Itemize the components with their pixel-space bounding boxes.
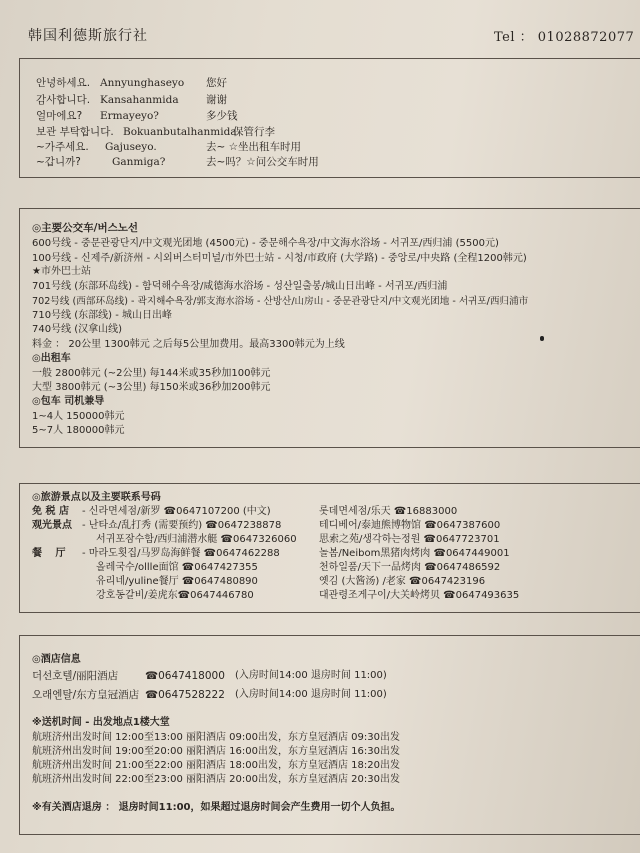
attraction-left: 강호동갈비/姜虎东☎0647446780: [96, 590, 254, 601]
attraction-left: 유리네/yuline餐厅 ☎0647480890: [96, 576, 258, 587]
hotel-name: 오래엔탈/东方皇冠酒店: [32, 689, 140, 701]
checkout-note: ※有关酒店退房 ： 退房时间11:00，如果超过退房时间会产生费用一切个人负担。: [32, 802, 401, 813]
phrase-roman: Ermayeyo?: [100, 110, 159, 122]
attraction-right: 思索之苑/생각하는정원 ☎0647723701: [319, 534, 500, 545]
ink-speck: [540, 336, 544, 341]
phrase-chinese: 去~吗？☆问公交车时用: [206, 156, 319, 168]
agency-tel: Tel ： 01028872077: [494, 30, 635, 45]
agency-name: 韩国利德斯旅行社: [28, 28, 148, 44]
transport-line: 600号线 - 중문관광단지/中文观光团地 (4500元) - 중문해수욕장/中文海水浴场 - 서귀포/西归浦 (5500元): [32, 238, 499, 249]
transport-line: 702号线 (西部环岛线) - 곽지해수욕장/郭支海水浴场 - 산방산/山房山 - 중문관광단지/中文观光团地 - 서귀포/西归浦市: [32, 296, 529, 307]
hotel-times: (入房时间14:00 退房时间 11:00): [235, 689, 387, 700]
attraction-right: 천하일품/天下一品烤肉 ☎0647486592: [319, 562, 501, 573]
transport-line: 5~7人 180000韩元: [32, 425, 125, 436]
shuttle-line: 航班济州出发时间 12:00至13:00 丽阳酒店 09:00出发，东方皇冠酒店 09:30出发: [32, 732, 400, 743]
phrase-korean: 감사합니다.: [36, 94, 91, 106]
attraction-category: 观光景点: [32, 520, 72, 531]
attraction-category: 免 税 店: [32, 506, 69, 517]
phrase-chinese: 您好: [206, 77, 227, 89]
phrase-roman: Kansahanmida: [100, 94, 179, 106]
transport-line: 740号线 (汉拿山线): [32, 324, 123, 335]
transport-line: ★市外巴士站: [32, 266, 91, 277]
phrase-korean: 얼마에요?: [36, 110, 83, 122]
attraction-right: 롯데면세점/乐天 ☎16883000: [319, 506, 458, 517]
phrase-chinese: 保管行李: [233, 126, 275, 138]
phrase-korean: 보관 부탁합니다.: [36, 126, 114, 138]
transport-line: 710号线 (东部线) - 城山日出峰: [32, 310, 173, 321]
transport-line: 一般 2800韩元 (~2公里) 每144米或35秒加100韩元: [32, 368, 271, 379]
attraction-right: 놀봄/Neibom黑猪肉烤肉 ☎0647449001: [319, 548, 510, 559]
hotel-phone: ☎0647418000: [145, 670, 225, 682]
hotel-name: 더선호텔/丽阳酒店: [32, 670, 119, 682]
attraction-right: 테디베어/泰迪熊博物馆 ☎0647387600: [319, 520, 501, 531]
attraction-right: 대관령조게구이/大关岭烤贝 ☎0647493635: [319, 590, 520, 601]
phrase-chinese: 去~ ☆坐出租车时用: [206, 141, 302, 153]
transport-title: ◎主要公交车/버스노선: [32, 222, 139, 234]
attraction-left: - 마라도횟집/马罗岛海鲜餐 ☎0647462288: [82, 548, 280, 559]
attraction-category: 餐 厅: [32, 548, 66, 559]
phrase-roman: Gajuseyo.: [105, 141, 157, 153]
attraction-left: - 난타쇼/乱打秀 (需要预约) ☎0647238878: [82, 520, 282, 531]
hotel-times: (入房时间14:00 退房时间 11:00): [235, 670, 387, 681]
hotel-phone: ☎0647528222: [145, 689, 225, 701]
shuttle-title: ※送机时间 - 出发地点1楼大堂: [32, 717, 170, 728]
phrase-korean: 안녕하세요.: [36, 77, 91, 89]
transport-line: 1~4人 150000韩元: [32, 411, 125, 422]
shuttle-line: 航班济州出发时间 19:00至20:00 丽阳酒店 16:00出发，东方皇冠酒店 16:30出发: [32, 746, 400, 757]
phrase-korean: ~가주세요.: [36, 141, 89, 153]
attraction-left: 올레국수/ollle面馆 ☎0647427355: [96, 562, 258, 573]
transport-line: 料金 ： 20公里 1300韩元 之后每5公里加费用。最高3300韩元为上线: [32, 339, 345, 350]
shuttle-line: 航班济州出发时间 21:00至22:00 丽阳酒店 18:00出发，东方皇冠酒店 18:20出发: [32, 760, 400, 771]
attraction-left: - 신라면세점/新罗 ☎0647107200 (中文): [82, 506, 271, 517]
transport-line: ◎出租车: [32, 353, 71, 364]
phrase-korean: ~갑니까?: [36, 156, 81, 168]
attraction-right: 옛김 (大酱汤) /老家 ☎0647423196: [319, 576, 486, 587]
phrase-chinese: 多少钱: [206, 110, 238, 122]
attractions-title: ◎旅游景点以及主要联系号码: [32, 492, 161, 503]
shuttle-line: 航班济州出发时间 22:00至23:00 丽阳酒店 20:00出发，东方皇冠酒店 20:30出发: [32, 774, 400, 785]
transport-line: ◎包车 司机兼导: [32, 396, 105, 407]
transport-line: 100号线 - 신제주/新济州 - 시외버스터미널/市外巴士站 - 시청/市政府 (大学路) - 중앙로/中央路 (全程1200韩元): [32, 253, 527, 264]
phrase-roman: Annyunghaseyo: [100, 77, 185, 89]
hotels-title: ◎酒店信息: [32, 654, 81, 665]
attraction-left: 서귀포잠수함/西归浦潜水艇 ☎0647326060: [96, 534, 297, 545]
transport-line: 大型 3800韩元 (~3公里) 每150米或36秒加200韩元: [32, 382, 271, 393]
phrase-chinese: 谢谢: [206, 94, 227, 106]
phrase-roman: Bokuanbutalhanmida: [123, 126, 237, 138]
phrase-roman: Ganmiga?: [112, 156, 166, 168]
transport-line: 701号线 (东部环岛线) - 함덕해수욕장/咸德海水浴场 - 성산일출봉/城山日出峰 - 서귀포/西归浦: [32, 281, 448, 292]
